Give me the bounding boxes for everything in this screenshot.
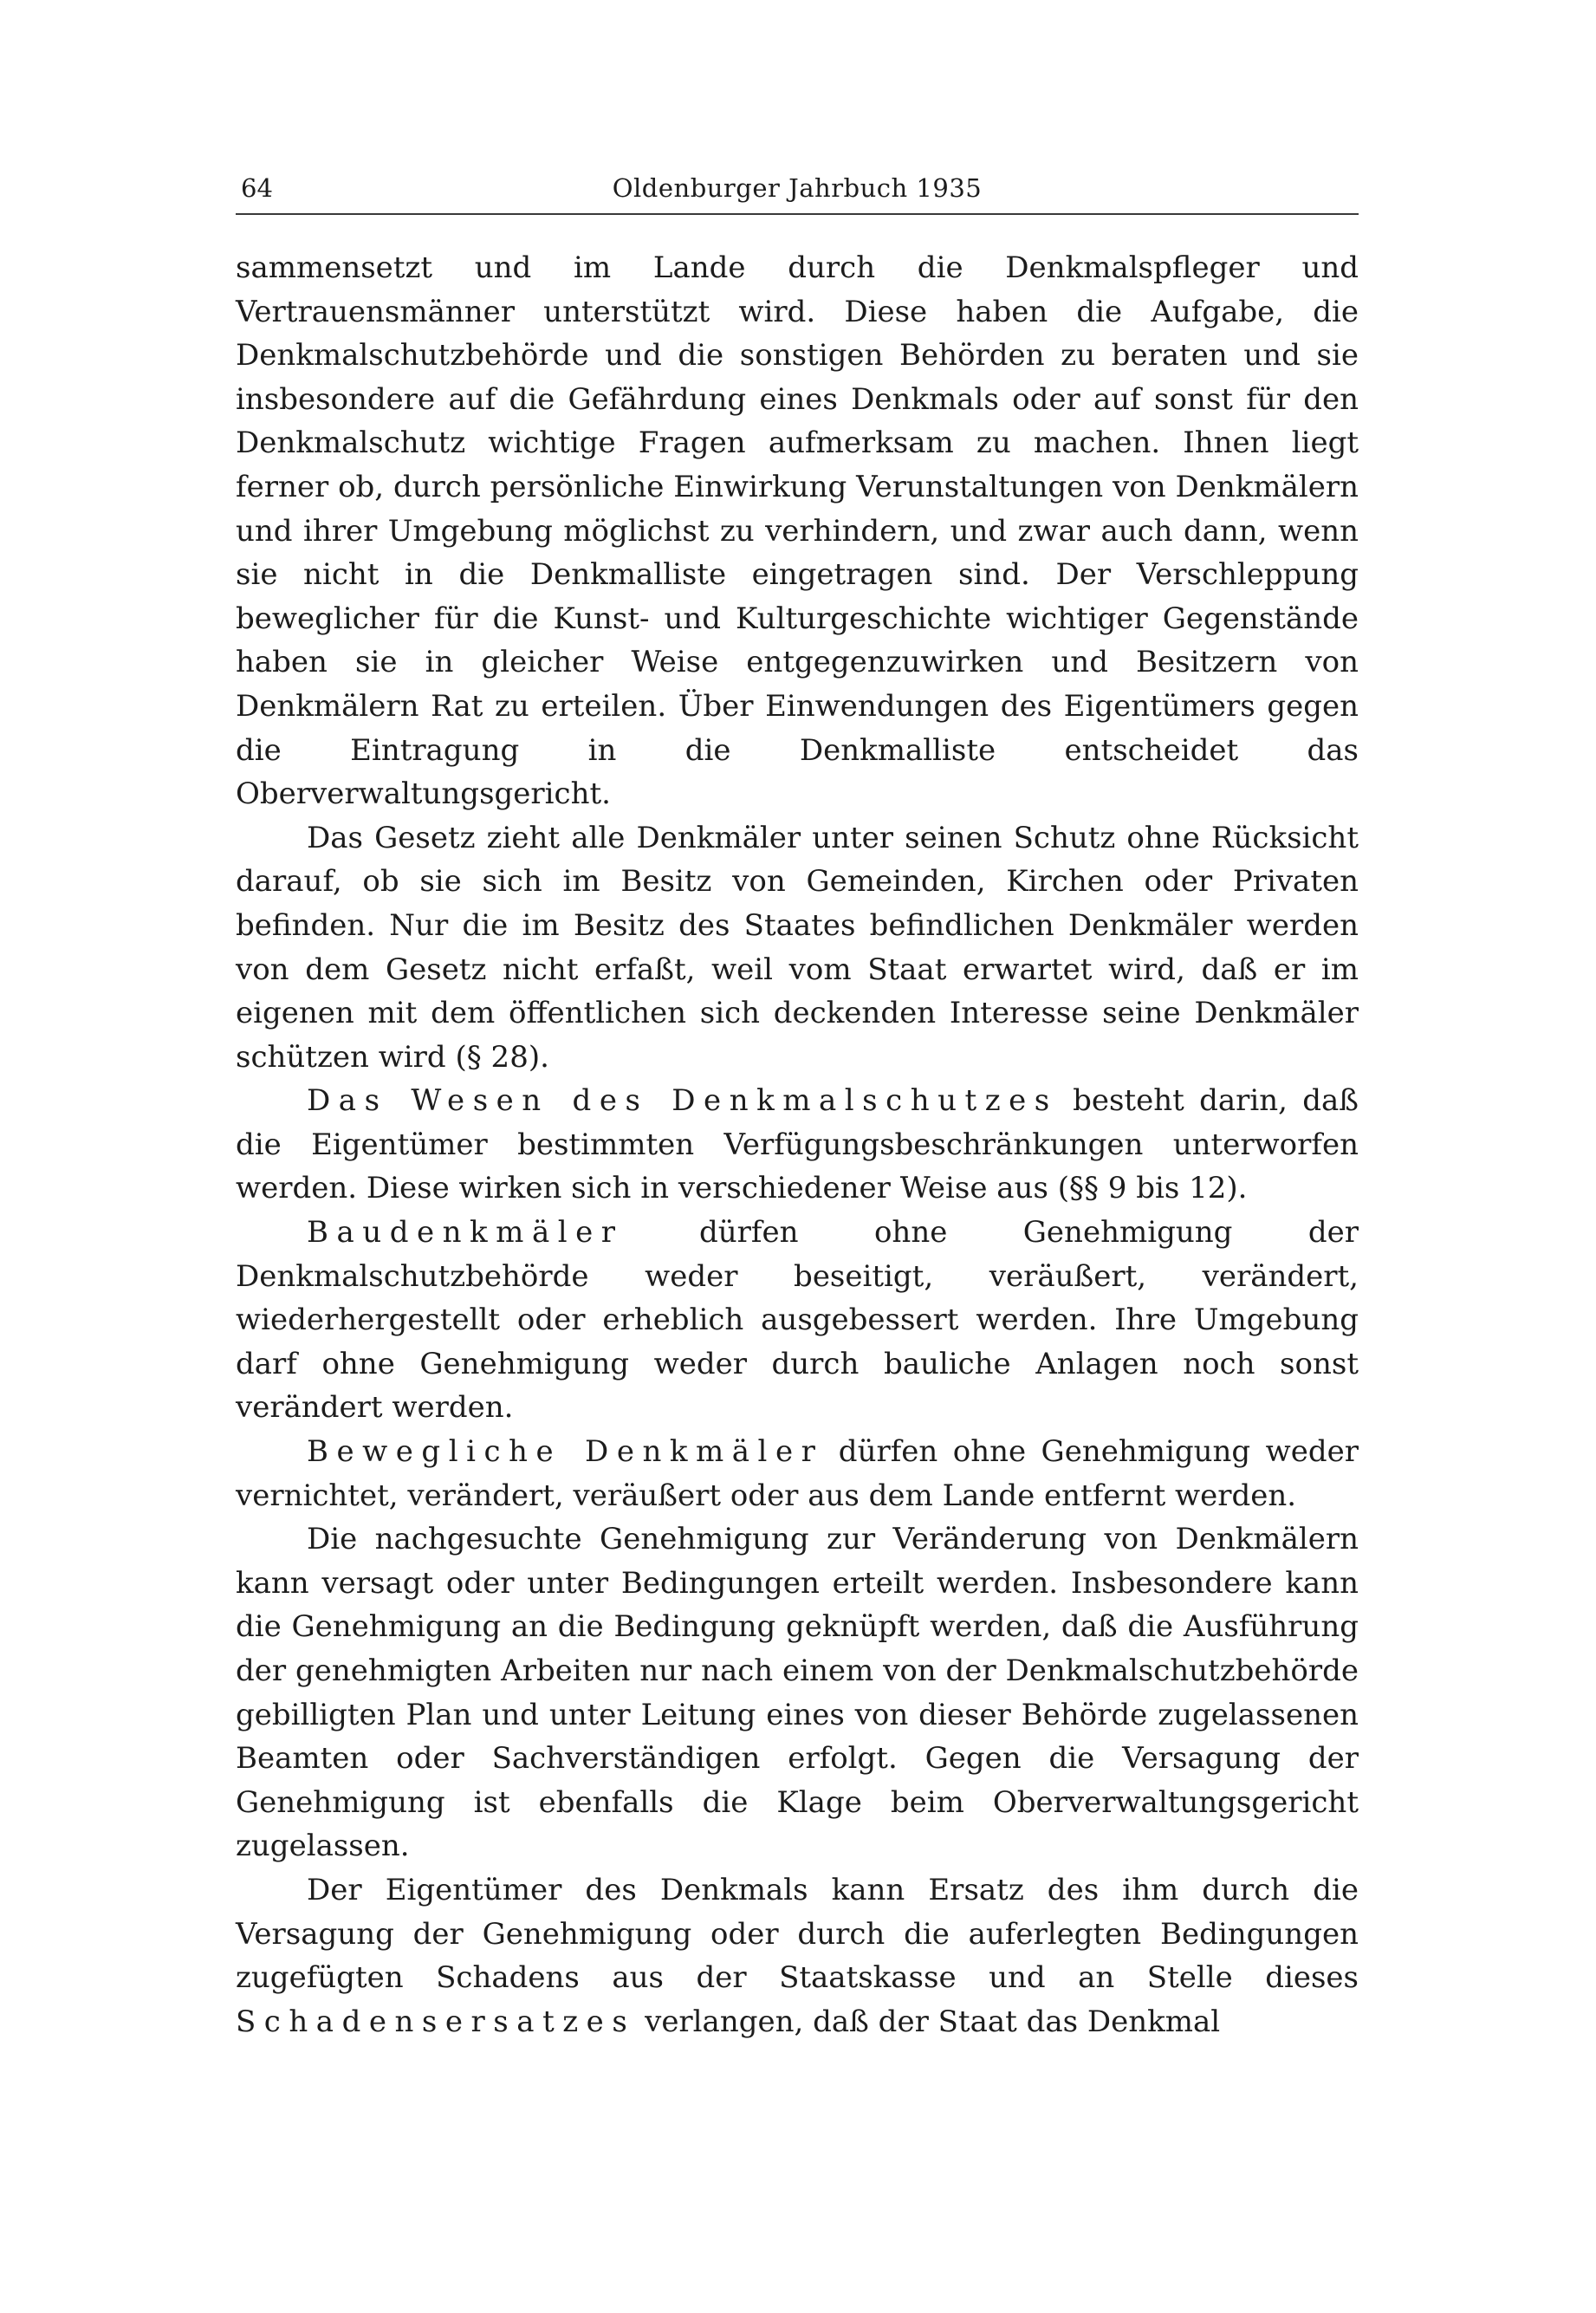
paragraph — [236, 1430, 1359, 1517]
paragraph — [236, 1868, 1359, 2043]
text-run: besteht darin, daß die Eigentümer bestimmten Verfügungsbeschränkungen unterworfen werden. Diese wirken sich in verschiedener Weise aus (§§ 9 bis 12). — [236, 1083, 1359, 1206]
text-run: dürfen ohne Genehmigung der Denkmalschutzbehörde weder beseitigt, veräußert, verändert, wiederhergestellt oder erheblich ausgebessert werden. Ihre Umgebung darf ohne Genehmigung weder durch bauliche Anlagen noch sonst verändert werden. — [236, 1215, 1359, 1426]
emphasized-text: Baudenkmäler — [307, 1215, 624, 1251]
paragraph — [236, 246, 1359, 816]
body-text — [236, 246, 1359, 2043]
header-rule — [236, 213, 1359, 215]
emphasized-text: Schadensersatzes — [236, 2004, 636, 2039]
page-number: 64 — [241, 173, 273, 203]
document-page — [236, 163, 1359, 2043]
emphasized-text: Das Wesen des Denkmalschutzes — [307, 1083, 1058, 1119]
text-run: Die nachgesuchte Genehmigung zur Veränderung von Denkmälern kann versagt oder unter Bedingungen erteilt werden. Insbesondere kann die Genehmigung an die Bedingung geknüpft werden, daß die Ausführung der genehmigten Arbeiten nur nach einem von der Denkmalschutzbehörde gebilligten Plan und unter Leitung eines von dieser Behörde zugelassenen Beamten oder Sachverständigen erfolgt. Gegen die Versagung der Genehmigung ist ebenfalls die Klage beim Oberverwaltungsgericht zugelassen. — [236, 1522, 1359, 1864]
running-header — [236, 163, 1359, 213]
paragraph — [236, 1517, 1359, 1868]
paragraph — [236, 1211, 1359, 1430]
paragraph — [236, 816, 1359, 1080]
text-run: Der Eigentümer des Denkmals kann Ersatz des ihm durch die Versagung der Genehmigung oder durch die auferlegten Bedingungen zugefügten Schadens aus der Staatskasse und an Stelle dieses — [236, 1872, 1359, 1996]
emphasized-text: Bewegliche Denkmäler — [307, 1434, 824, 1470]
text-run: dürfen ohne Genehmigung weder vernichtet, verändert, veräußert oder aus dem Lande entfernt werden. — [236, 1434, 1359, 1513]
text-run: verlangen, daß der Staat das Denkmal — [635, 2004, 1221, 2039]
running-title: Oldenburger Jahrbuch 1935 — [612, 173, 983, 203]
text-run: sammensetzt und im Lande durch die Denkmalspfleger und Vertrauensmänner unterstützt wird. Diese haben die Aufgabe, die Denkmalschutzbehörde und die sonstigen Behörden zu beraten und sie insbesondere auf die Gefährdung eines Denkmals oder auf sonst für den Denkmalschutz wichtige Fragen aufmerksam zu machen. Ihnen liegt ferner ob, durch persönliche Einwirkung Verunstaltungen von Denkmälern und ihrer Umgebung möglichst zu verhindern, und zwar auch dann, wenn sie nicht in die Denkmalliste eingetragen sind. Der Verschleppung beweglicher für die Kunst- und Kulturgeschichte wichtiger Gegenstände haben sie in gleicher Weise entgegenzuwirken und Besitzern von Denkmälern Rat zu erteilen. Über Einwendungen des Eigentümers gegen die Eintragung in die Denkmalliste entscheidet das Oberverwaltungsgericht. — [236, 250, 1359, 812]
paragraph — [236, 1079, 1359, 1211]
text-run: Das Gesetz zieht alle Denkmäler unter seinen Schutz ohne Rücksicht darauf, ob sie sich im Besitz von Gemeinden, Kirchen oder Privaten befinden. Nur die im Besitz des Staates befindlichen Denkmäler werden von dem Gesetz nicht erfaßt, weil vom Staat erwartet wird, daß er im eigenen mit dem öffentlichen sich deckenden Interesse seine Denkmäler schützen wird (§ 28). — [236, 820, 1359, 1075]
